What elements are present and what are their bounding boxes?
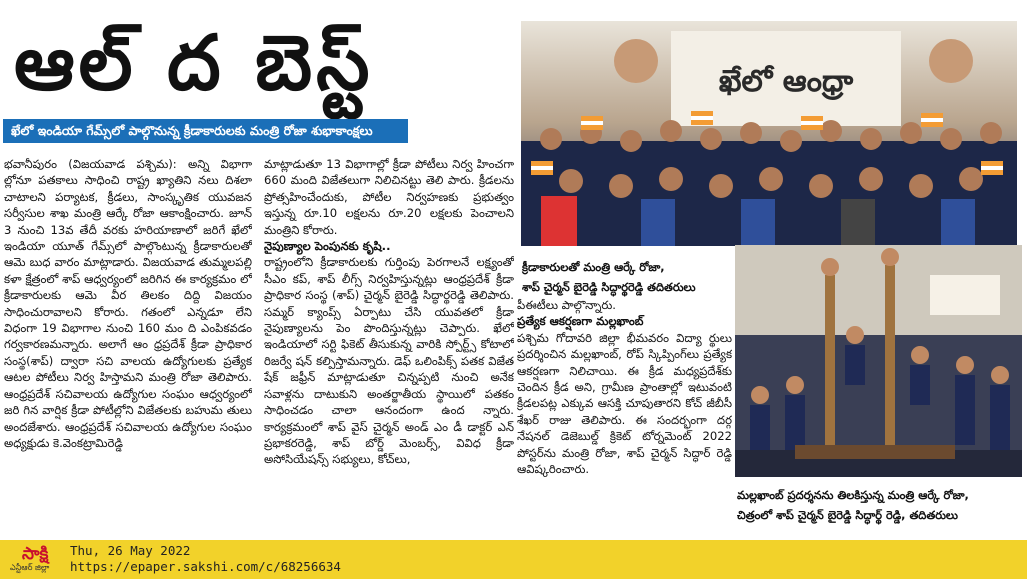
caption-line: మల్లఖాంబ్ ప్రదర్శనను తిలకిస్తున్న మంత్రి ఆర్కే రోజా, — [737, 488, 969, 502]
edition-label: ఎన్టీఆర్ జిల్లా — [10, 563, 50, 572]
sakshi-logo: సాక్షి — [22, 544, 49, 564]
article-column-3 — [517, 297, 732, 545]
banner-text: ఖేలో ఆంధ్రా — [718, 64, 854, 99]
subheadline-bar: ఖేలో ఇండియా గేమ్స్‌లో పాల్గొనున్న క్రీడాకారులకు మంత్రి రోజా శుభాకాంక్షలు — [3, 119, 408, 143]
section-subheading: నైపుణ్యాల పెంపునకు కృషి.. — [264, 239, 391, 254]
mallakhamb-illustration — [735, 245, 1022, 477]
group-photo-illustration — [521, 21, 1017, 246]
photo-caption-1 — [522, 257, 732, 297]
caption-line: క్రీడాకారులతో మంత్రి ఆర్కే రోజా, — [522, 260, 665, 274]
publication-date: Thu, 26 May 2022 — [70, 543, 191, 558]
article-column-2 — [264, 156, 514, 540]
paragraph: పశ్చిమ గోదావరి జిల్లా భీమవరం విద్యా ర్థులు ప్రదర్శించిన మల్లఖాంబ్, రోప్ స్కిప్పింగ్‌లు ప్రత్యేక ఆకర్షణగా నిలిచాయి. ఈ క్రీడ మధ్యప్రదేశ్‌కు చెందిన క్రీడ అని, గ్రామీణ ప్రాంతాల్లో ఇటువంటి క్రీడలపట్ల ఎక్కువ ఆసక్తి చూపుతారని కోచ్ జీబీసీ శేఖర్ రాజు తెలిపారు. ఈ సందర్భంగా దర్గ నేషనల్ డెజెబుల్డ్ క్రికెట్ టోర్నమెంట్ 2022 పోస్టర్‌ను మంత్రి రోజా, శాప్ చైర్మన్ సిద్ధార్ రెడ్డి ఆవిష్కరించారు. — [517, 330, 732, 477]
section-subheading: ప్రత్యేక ఆకర్షణగా మల్లఖాంబ్ — [517, 314, 644, 329]
mallakhamb-photo — [735, 245, 1022, 477]
epaper-link[interactable]: https://epaper.sakshi.com/c/68256634 — [70, 559, 341, 574]
caption-line: శాప్ చైర్మన్ బైరెడ్డి సిద్ధార్థరెడ్డి తదితరులు — [522, 280, 696, 294]
paragraph: భవానీపురం (విజయవాడ పశ్చిమ): అన్ని విభాగా ల్లోనూ పతకాలు సాధించి రాష్ట్ర ఖ్యాతిని నలు దిశలా చాటాలని పర్యాటక, క్రీడలు, సాంస్కృతిక యువజన సర్వీసుల శాఖ మంత్రి ఆర్కే రోజా ఆకాంక్షించారు. జూన్ 3 నుంచి 13వ తేదీ వరకు హరియాణాలో జరిగే ఖేలో ఇండియా యూత్ గేమ్స్‌లో పాల్గొంటున్న క్రీడాకారులతో ఆమె బుధ వారం మాట్లాడారు. విజయవాడ తుమ్మలపల్లి కళా క్షేత్రంలో శాప్ ఆధ్వర్యంలో జరిగిన ఈ కార్యక్రమం లో క్రీడాకారులకు ఆమె వీర తిలకం దిద్ది విజయం సాధించురావాలని కోరారు. గతంలో ఎన్నడూ లేని విధంగా 19 విభాగాల నుంచి 160 మం ది ఎంపికవడం గర్వకారణమన్నారు. అలాగే ఆం ధ్రప్రదేశ్ క్రీడా ప్రాధికార సంస్థ(శాప్) ద్వారా సచి వాలయ ఉద్యోగులకు ప్రత్యేక ఆటల పోటీలు నిర్వ హిస్తామని మంత్రి రోజా తెలిపారు. ఆంధ్రప్రదేశ్ సచివాలయ ఉద్యోగుల సంఘం ఆధ్వర్యంలో జరి గిన వార్షిక క్రీడా పోటీల్లోని విజేతలకు బహుమ తులు అందజేశారు. ఆంధ్రప్రదేశ్ సచివాలయ ఉద్యోగుల సంఘం అధ్యక్షుడు కె.వెంకట్రామిరెడ్డి — [4, 157, 252, 450]
article-column-1 — [4, 156, 252, 540]
paragraph: రాష్ట్రంలోని క్రీడాకారులకు గుర్తింపు పెరగాలనే లక్ష్యంతో సీఎం కప్, శాప్ లీగ్స్ నిర్వహిస్తున్నట్లు ఆంధ్రప్రదేశ్ క్రీడా ప్రాధికార సంస్థ (శాప్) చైర్మన్ బైరెడ్డి సిద్ధార్థరెడ్డి తెలిపారు. సమ్మర్ క్యాంప్స్ ఏర్పాటు చేసి యువతలో క్రీడా నైపుణ్యాలను పెం పొందిస్తున్నట్లు చెప్పారు. ఖేలో ఇండియాలో సర్టి ఫికెట్ తీసుకున్న వారికి స్పోర్ట్స్ కోటాలో రిజర్వే షన్ కల్పిస్తామన్నారు. డెఫ్ ఒలింపిక్స్ పతక విజేత షేక్ జఫ్రీన్ మాట్లాడుతూ చిన్నప్పటి నుంచి అనేక సవాళ్లను దాటుకుని అంతర్జాతీయ స్థాయిలో పతకం సాధించడం చాలా ఆనందంగా ఉంద న్నారు. కార్యక్రమంలో శాప్ వైస్ చైర్మన్ అండ్ ఎం డీ డాక్టర్ ఎన్ ప్రభాకరరెడ్డి, శాప్ బోర్డ్ మెంబర్స్, వివిధ క్రీడా అసోసియేషన్స్ సభ్యులు, కోచ్‌లు, — [264, 255, 514, 467]
caption-line: చిత్రంలో శాప్ చైర్మన్ బైరెడ్డి సిద్ధార్థ్ రెడ్డి, తదితరులు — [737, 508, 958, 522]
paragraph: పీఈటీలు పాల్గొన్నారు. — [517, 298, 616, 312]
paragraph: మాట్లాడుతూ 13 విభాగాల్లో క్రీడా పోటీలు నిర్వ హించగా 660 మంది విజేతలుగా నిలిచినట్టు తెలి పారు. క్రీడలను ప్రోత్సహించేందుకు, పోటీల నిర్వహణకు ప్రభుత్వం ఇస్తున్న రూ.10 లక్షలను రూ.20 లక్షలకు పెంచాలని మంత్రిని కోరారు. — [264, 157, 514, 237]
headline: ఆల్ ద బెస్ట్ — [14, 18, 374, 107]
group-photo — [521, 21, 1017, 246]
footer-bar — [0, 540, 1027, 579]
photo-caption-2 — [737, 485, 1023, 525]
